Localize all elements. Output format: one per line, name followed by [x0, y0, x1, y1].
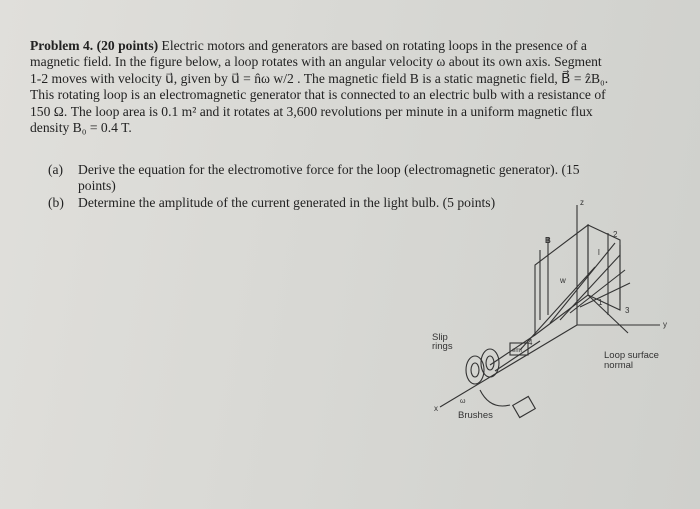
question-continuation: points): [78, 178, 116, 194]
question-tag: (b): [48, 194, 64, 210]
problem-line-5: 150 Ω. The loop area is 0.1 m² and it rotates at 3,600 revolutions per minute in a uniform magnetic flux: [30, 103, 593, 119]
svg-text:w: w: [560, 276, 566, 285]
svg-text:2: 2: [613, 230, 618, 239]
svg-text:4: 4: [528, 338, 533, 347]
problem-line-6: density B₀ = 0.4 T.: [30, 120, 132, 136]
generator-figure: [420, 195, 690, 440]
loop-surface-label: Loop surface normal: [604, 350, 659, 371]
question-a: [48, 162, 648, 178]
problem-line-4: This rotating loop is an electromagnetic generator that is connected to an electric bulb with a resistance of: [30, 87, 606, 103]
question-text: Derive the equation for the electromotive force for the loop (electromagnetic generator). (15: [78, 162, 580, 177]
slip-ring: [481, 349, 499, 377]
problem-line-2: magnetic field. In the figure below, a loop rotates with an angular velocity ω about its own axis. Segment: [30, 54, 602, 70]
svg-text:y: y: [663, 320, 667, 329]
svg-text:B: B: [545, 236, 551, 245]
svg-text:ω: ω: [460, 398, 466, 405]
x-axis: [440, 325, 577, 407]
problem-statement: [30, 38, 670, 136]
problem-line-3: 1-2 moves with velocity u⃗, given by u⃗ = n̂ω w/2 . The magnetic field B is a static magnetic field, B⃗ = ẑB₀.: [30, 70, 609, 86]
svg-text:1: 1: [598, 298, 603, 307]
brush-wire: [480, 390, 510, 406]
question-tag: (a): [48, 162, 64, 177]
slip-rings-label: Slip rings: [432, 332, 453, 352]
svg-text:x: x: [434, 404, 438, 413]
problem-title: Problem 4. (20 points): [30, 38, 159, 53]
svg-text:3: 3: [625, 306, 630, 315]
question-text: Determine the amplitude of the current generated in the light bulb. (5 points): [78, 194, 496, 210]
svg-text:l: l: [598, 248, 600, 257]
brushes-label: Brushes: [458, 410, 493, 421]
svg-text:emf: emf: [512, 348, 523, 354]
problem-line-1: Problem 4. (20 points) Electric motors and generators are based on rotating loops in the presence of a: [30, 38, 587, 53]
svg-text:z: z: [580, 198, 584, 207]
brush: [513, 396, 536, 417]
